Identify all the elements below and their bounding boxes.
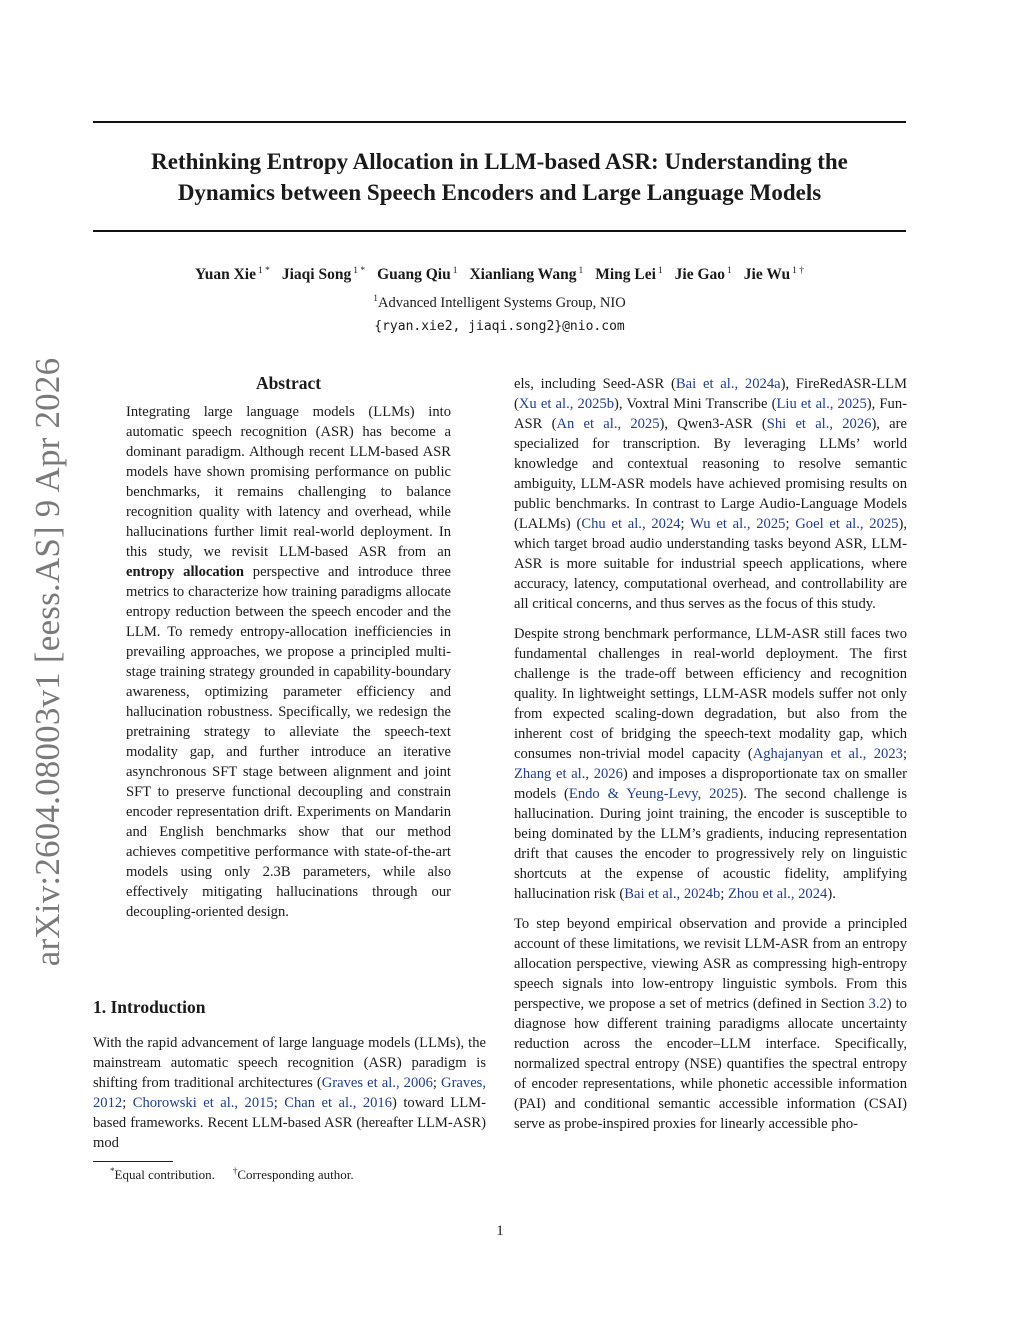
author-name: Jie Gao — [674, 266, 726, 283]
author-name: Guang Qiu — [377, 266, 451, 283]
abstract-text-start: Integrating large language models (LLMs) into automatic speech recognition (ASR) has become a dominant paradigm. Although recent LLM-based ASR models have shown promising performance on public benchmarks, it remains challenging to balance recognition quality with latency and overhead, while hallucinations further limit real-world deployment. In this study, we revisit LLM-based ASR from an — [126, 404, 451, 560]
body-text: ) to diagnose how different training paradigms allocate uncertainty reduction across the encoder–LLM interface. Specifically, normalized spectral entropy (NSE) quantifies the spectral entropy of encoder representations, while phonetic accessible information (PAI) and conditional semantic accessible information (CSAI) serve as probe-inspired proxies for linearly accessible pho- — [514, 996, 907, 1132]
body-text: ), are specialized for transcription. By leveraging LLMs’ world knowledge and contextual reasoning to resolve semantic ambiguity, LLM-ASR models have achieved promising results on public benchmarks. In contrast to Large Audio-Language Models (LALMs) ( — [514, 416, 907, 532]
citation-link[interactable]: Graves, 2012 — [93, 1075, 487, 1111]
body-text: ) and imposes a disproportionate tax on smaller models ( — [514, 766, 908, 802]
author-name: Jie Wu — [743, 266, 791, 283]
citation-link[interactable]: Aghajanyan et al., 2023 — [752, 746, 903, 762]
citation-link[interactable]: Goel et al., 2025 — [795, 516, 899, 532]
abstract-bold-term: entropy allocation — [126, 564, 244, 580]
body-text: ), Qwen3-ASR ( — [659, 416, 767, 432]
title-top-rule — [93, 121, 906, 123]
author-4 — [595, 266, 662, 283]
body-text: Despite strong benchmark performance, LLM-ASR still faces two fundamental challenges in real-world deployment. The first challenge is the trade-off between efficiency and recognition quality. In lightweight settings, LLM-ASR models suffer not only from expected scaling-down degradation, but also from the inherent cost of bridging the speech-text modality gap, which consumes non-trivial model capacity ( — [514, 626, 907, 762]
intro-paragraph-1-left — [93, 1033, 486, 1153]
body-text: ), which target broad audio understanding tasks beyond ASR, LLM-ASR is more suitable for industrial speech applications, where accuracy, latency, computational overhead, and controllability are all critical concerns, and thus serves as the focus of this study. — [514, 516, 907, 612]
citation-link[interactable]: Liu et al., 2025 — [776, 396, 867, 412]
citation-link[interactable]: An et al., 2025 — [556, 416, 660, 432]
author-marks: 1 * — [353, 266, 366, 276]
author-name: Yuan Xie — [194, 266, 256, 283]
intro-paragraph-2 — [514, 624, 907, 904]
affiliation — [93, 294, 906, 312]
author-marks: 1 — [727, 266, 732, 276]
affiliation-mark: 1 — [373, 294, 379, 304]
body-text: ; — [273, 1095, 285, 1111]
author-name: Xianliang Wang — [469, 266, 577, 283]
title-line-2: Dynamics between Speech Encoders and Large Language Models — [177, 180, 822, 205]
footnote-rule — [93, 1161, 173, 1162]
author-name: Jiaqi Song — [281, 266, 352, 283]
citation-link[interactable]: Shi et al., 2026 — [766, 416, 872, 432]
intro-paragraph-1-right — [514, 374, 907, 614]
abstract-text-end: perspective and introduce three metrics to characterize how training paradigms allocate entropy reduction between the speech encoder and the LLM. To remedy entropy-allocation inefficiencies in prevailing approaches, we propose a principled multi-stage training strategy grounded in capability-boundary awareness, optimizing parameter efficiency and hallucination robustness. Specifically, we redesign the pretraining strategy to alleviate the speech-text modality gap, and further introduce an iterative asynchronous SFT stage between alignment and joint SFT to preserve functional decoupling and constrain encoder representation drift. Experiments on Mandarin and English benchmarks show that our method achieves competitive performance with state-of-the-art models using only 2.3B parameters, while also effectively mitigating hallucinations through our decoupling-oriented design. — [126, 564, 451, 920]
body-text: ), Fun-ASR ( — [514, 396, 907, 432]
title-line-1: Rethinking Entropy Allocation in LLM-based ASR: Understanding the — [151, 149, 848, 174]
body-text: ; — [680, 516, 691, 532]
right-column — [514, 374, 907, 1144]
author-name: Ming Lei — [595, 266, 656, 283]
body-text: ; — [902, 746, 907, 762]
body-text: ; — [122, 1095, 133, 1111]
citation-link[interactable]: Endo & Yeung-Levy, 2025 — [568, 786, 739, 802]
author-marks: 1 — [657, 266, 663, 276]
citation-link[interactable]: Chorowski et al., 2015 — [132, 1095, 274, 1111]
title-bottom-rule — [93, 230, 906, 232]
body-text: ). — [827, 886, 836, 902]
citation-link[interactable]: Chan et al., 2016 — [284, 1095, 393, 1111]
abstract-heading: Abstract — [255, 373, 322, 393]
footnote-corresponding-author: Corresponding author. — [237, 1167, 354, 1182]
author-6 — [744, 266, 804, 283]
body-text: With the rapid advancement of large language models (LLMs), the mainstream automatic speech recognition (ASR) paradigm is shifting from traditional architectures ( — [93, 1035, 486, 1091]
citation-link[interactable]: Xu et al., 2025b — [518, 396, 615, 412]
author-marks: 1 † — [792, 266, 805, 276]
citation-link[interactable]: Bai et al., 2024b — [624, 886, 721, 902]
author-marks: 1 — [578, 266, 584, 276]
body-text: ; — [720, 886, 729, 902]
citation-link[interactable]: Graves et al., 2006 — [321, 1075, 433, 1091]
body-text: ) toward LLM-based frameworks. Recent LLM-based ASR (hereafter LLM-ASR) mod — [93, 1095, 486, 1151]
body-text: els, including Seed-ASR ( — [514, 376, 676, 392]
author-2 — [377, 266, 457, 283]
citation-link[interactable]: Zhang et al., 2026 — [514, 766, 623, 782]
body-text: ), FireRedASR-LLM ( — [514, 376, 907, 412]
body-text: ; — [785, 516, 796, 532]
footnote-mark-corresponding: † — [232, 1166, 238, 1176]
body-text: ; — [432, 1075, 442, 1091]
author-0 — [195, 266, 270, 283]
author-marks: 1 * — [257, 266, 270, 276]
author-list — [93, 266, 906, 284]
citation-link[interactable]: Wu et al., 2025 — [690, 516, 786, 532]
arxiv-identifier: arXiv:2604.08003v1 [eess.AS] 9 Apr 2026 — [28, 357, 67, 967]
section-heading-introduction: 1. Introduction — [93, 997, 206, 1017]
footnote-equal-contribution: Equal contribution. — [114, 1167, 215, 1182]
intro-paragraph-3 — [514, 914, 907, 1134]
author-3 — [469, 266, 583, 283]
citation-link[interactable]: Zhou et al., 2024 — [728, 886, 828, 902]
affiliation-text: Advanced Intelligent Systems Group, NIO — [378, 295, 626, 311]
footnote — [110, 1166, 354, 1183]
citation-link[interactable]: Bai et al., 2024a — [675, 376, 781, 392]
citation-link[interactable]: Chu et al., 2024 — [581, 516, 681, 532]
body-text: To step beyond empirical observation and provide a principled account of these limitations, we revisit LLM-ASR from an entropy allocation perspective, viewing ASR as compressing high-entropy speech signals into low-entropy linguistic symbols. From this perspective, we propose a set of metrics (defined in Section — [514, 916, 907, 1012]
body-text: ), Voxtral Mini Transcribe ( — [614, 396, 777, 412]
citation-link[interactable]: 3.2 — [868, 996, 887, 1012]
abstract-body — [126, 402, 451, 922]
body-text: ). The second challenge is hallucination. During joint training, the encoder is susceptible to being dominated by the LLM’s gradients, inducing representation drift that causes the encoder to progressively rely on linguistic shortcuts at the expense of acoustic fidelity, amplifying hallucination risk ( — [514, 786, 907, 902]
author-emails: {ryan.xie2, jiaqi.song2}@nio.com — [374, 319, 625, 334]
author-1 — [282, 266, 365, 283]
author-marks: 1 — [452, 266, 458, 276]
page-number: 1 — [496, 1223, 504, 1239]
author-5 — [675, 266, 732, 283]
paper-title — [93, 146, 906, 208]
footnote-mark-equal: * — [110, 1166, 115, 1176]
